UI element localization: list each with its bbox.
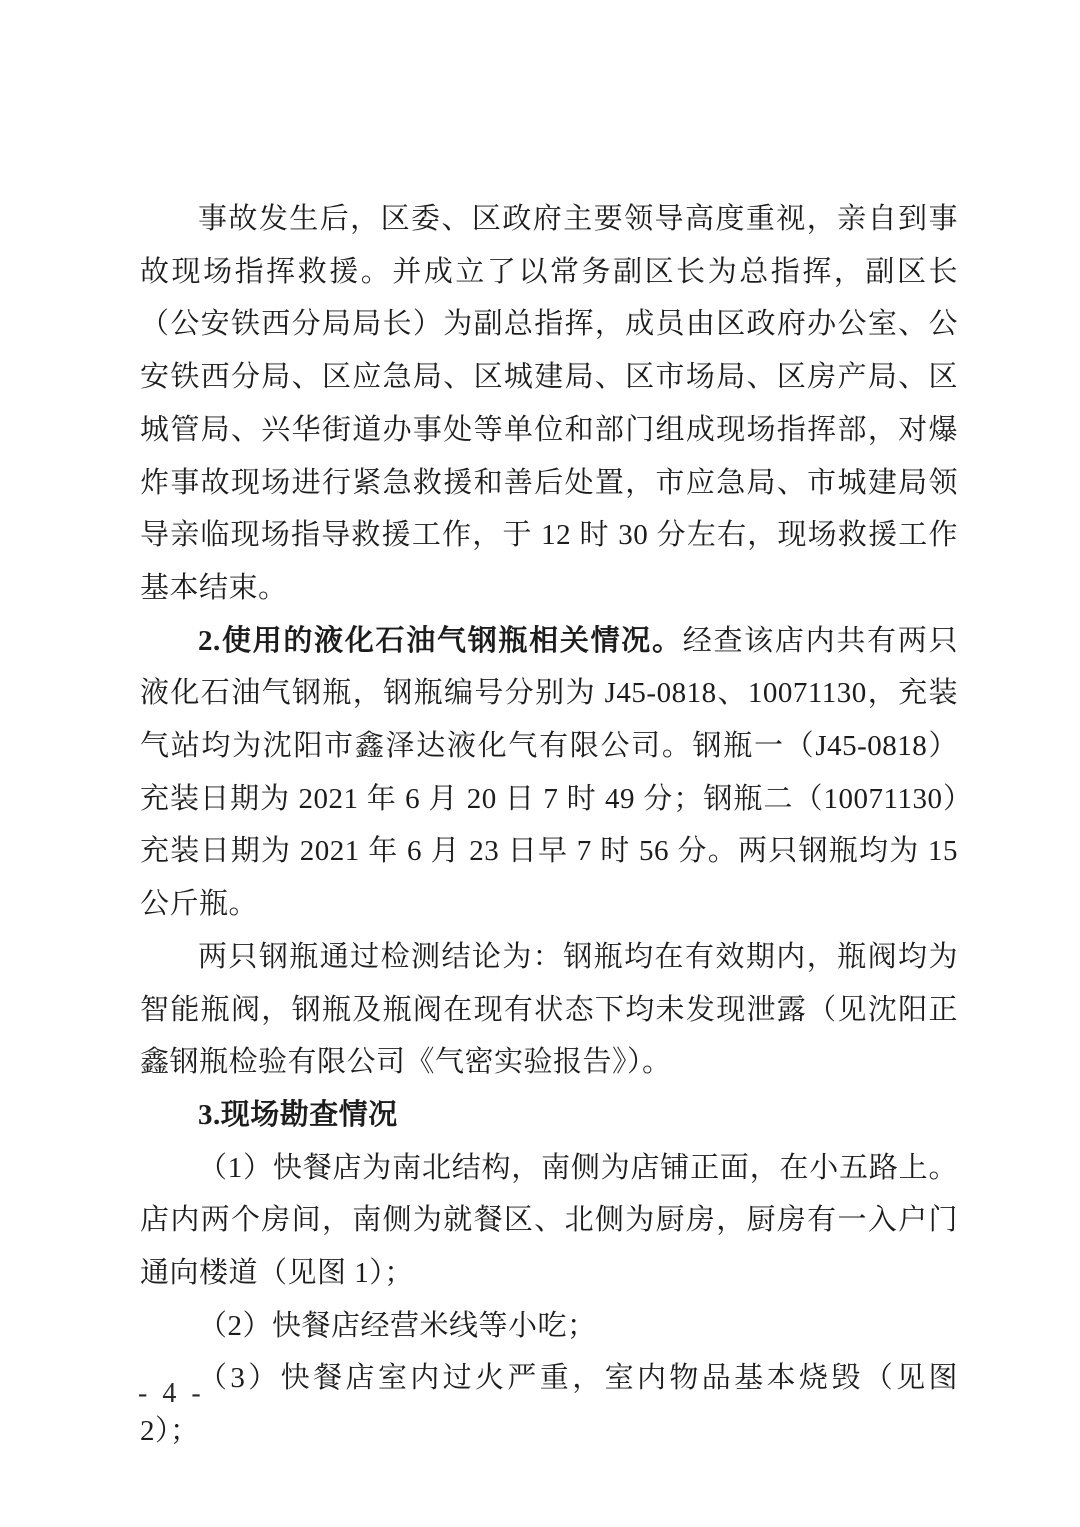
para-inspection-conclusion [140, 931, 958, 1089]
survey-item-1 [140, 1142, 958, 1300]
survey-item-2-text: （2）快餐店经营米线等小吃； [198, 1309, 597, 1342]
survey-item-2 [140, 1300, 958, 1353]
page-number: - 4 - [138, 1378, 205, 1409]
document-body [140, 193, 958, 1458]
survey-item-1-text: （1）快餐店为南北结构，南侧为店铺正面，在小五路上。店内两个房间，南侧为就餐区、北侧为厨房，厨房有一入户门通向楼道（见图 1）； [140, 1151, 958, 1290]
heading-site-survey-text: 3.现场勘查情况 [198, 1098, 398, 1131]
para-inspection-conclusion-text: 两只钢瓶通过检测结论为：钢瓶均在有效期内，瓶阀均为智能瓶阀，钢瓶及瓶阀在现有状态下均未发现泄露（见沈阳正鑫钢瓶检验有限公司《气密实验报告》）。 [140, 940, 958, 1079]
para-rescue-response-text: 事故发生后，区委、区政府主要领导高度重视，亲自到事故现场指挥救援。并成立了以常务副区长为总指挥，副区长（公安铁西分局局长）为副总指挥，成员由区政府办公室、公安铁西分局、区应急局、区城建局、区市场局、区房产局、区城管局、兴华街道办事处等单位和部门组成现场指挥部，对爆炸事故现场进行紧急救援和善后处置，市应急局、市城建局领导亲临现场指导救援工作，于 12 时 30 分左右，现场救援工作基本结束。 [140, 203, 958, 604]
survey-item-3-text: （3）快餐店室内过火严重，室内物品基本烧毁（见图 2）； [140, 1362, 958, 1448]
para-cylinder-info-text: 经查该店内共有两只液化石油气钢瓶，钢瓶编号分别为 J45-0818、10071130，充装气站均为沈阳市鑫泽达液化气有限公司。钢瓶一（J45-0818）充装日期为 2021 年 6 月 20 日 7 时 49 分；钢瓶二（10071130）充装日期为 2021 年 6 月 23 日早 7 时 56 分。两只钢瓶均为 15 公斤瓶。 [140, 624, 958, 921]
para-rescue-response [140, 193, 958, 615]
survey-item-3 [140, 1352, 958, 1457]
heading-site-survey [140, 1089, 958, 1142]
para-cylinder-info-heading: 2.使用的液化石油气钢瓶相关情况。 [198, 624, 683, 657]
para-cylinder-info [140, 615, 958, 931]
